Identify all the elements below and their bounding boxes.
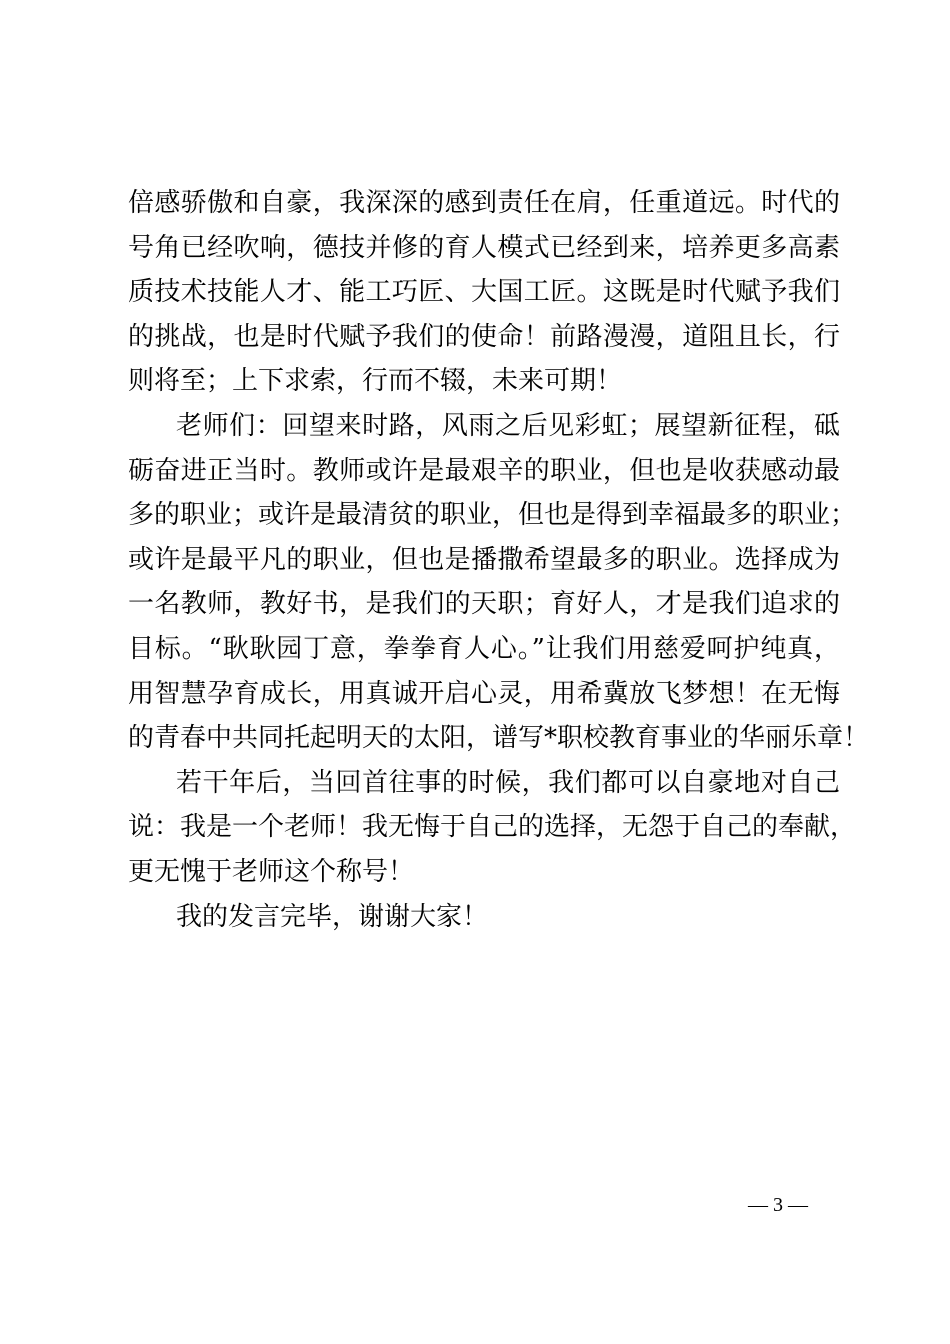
text-line: 质技术技能人才、能工巧匠、大国工匠。这既是时代赋予我们 [128, 277, 840, 308]
text-line: 号角已经吹响，德技并修的育人模式已经到来，培养更多高素 [128, 232, 840, 263]
text-line: 老师们：回望来时路，风雨之后见彩虹；展望新征程，砥 [176, 410, 840, 441]
document-body [128, 181, 870, 939]
text-line: 或许是最平凡的职业，但也是播撒希望最多的职业。选择成为 [128, 544, 840, 575]
text-line: 砺奋进正当时。教师或许是最艰辛的职业，但也是收获感动最 [128, 455, 840, 486]
paragraph-3 [128, 761, 857, 895]
text-line: 我的发言完毕，谢谢大家！ [176, 901, 489, 932]
text-line: 多的职业；或许是最清贫的职业，但也是得到幸福最多的职业； [128, 500, 857, 531]
text-line: 的挑战，也是时代赋予我们的使命！前路漫漫，道阻且长，行 [128, 321, 840, 352]
text-line: 的青春中共同托起明天的太阳，谱写*职校教育事业的华丽乐章！ [128, 723, 870, 754]
text-line: 目标。“耿耿园丁意，拳拳育人心。”让我们用慈爱呵护纯真， [128, 633, 840, 664]
paragraph-2 [128, 404, 870, 761]
text-line: 用智慧孕育成长，用真诚开启心灵，用希冀放飞梦想！在无悔 [128, 678, 840, 709]
text-line: 则将至；上下求索，行而不辍，未来可期！ [128, 366, 623, 397]
text-line: 说：我是一个老师！我无悔于自己的选择，无怨于自己的奉献， [128, 812, 857, 843]
text-line: 更无愧于老师这个称号！ [128, 856, 415, 887]
page-number: — 3 — [748, 1194, 808, 1216]
text-line: 倍感骄傲和自豪，我深深的感到责任在肩，任重道远。时代的 [128, 188, 840, 218]
text-line: 若干年后，当回首往事的时候，我们都可以自豪地对自己 [176, 767, 840, 798]
text-line: 一名教师，教好书，是我们的天职；育好人，才是我们追求的 [128, 589, 840, 620]
paragraph-1 [128, 181, 840, 404]
paragraph-4 [128, 895, 840, 940]
